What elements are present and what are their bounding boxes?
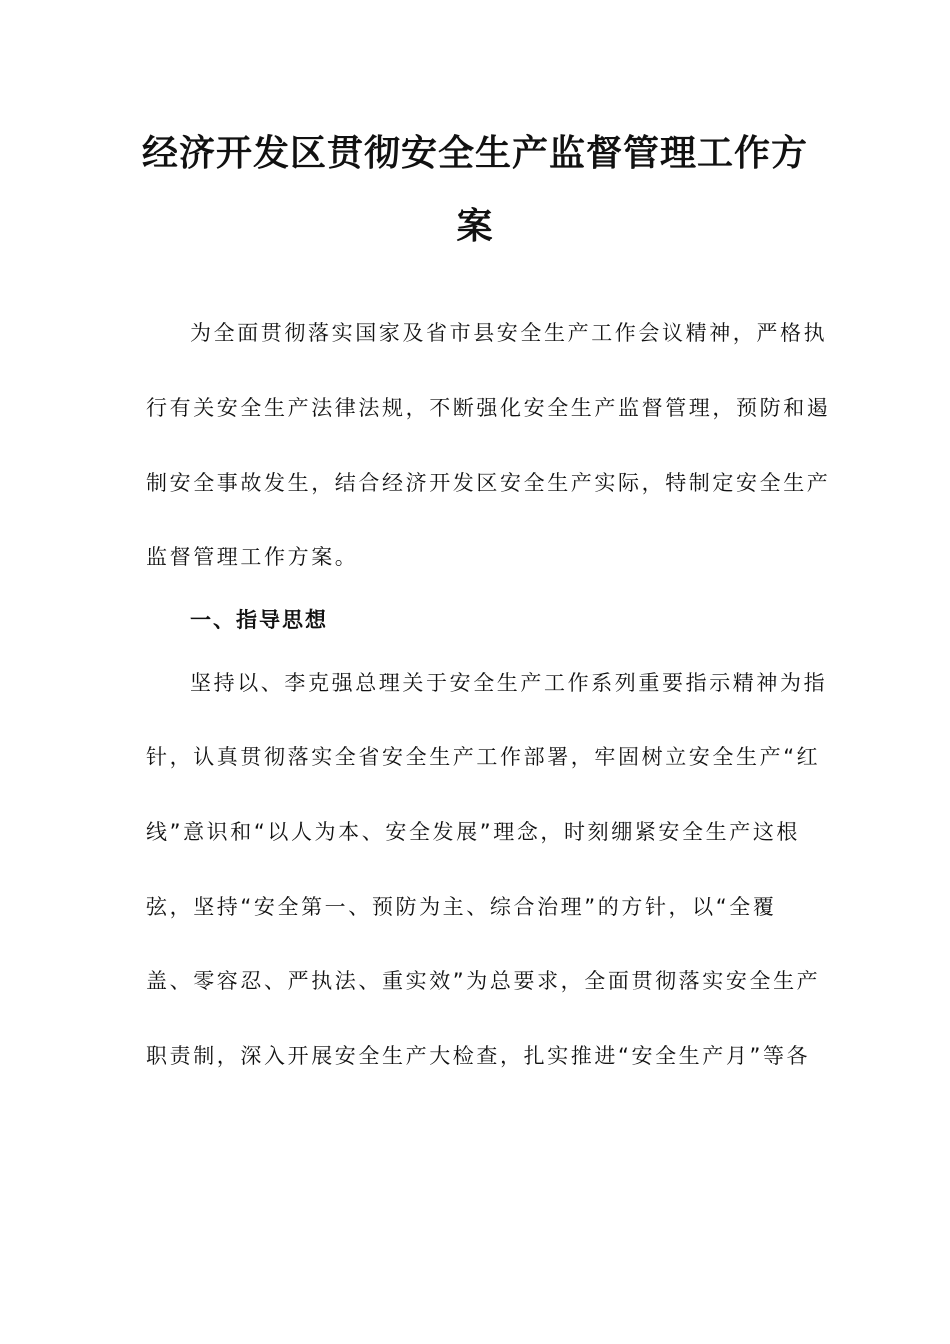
paragraph-line: 行有关安全生产法律法规，不断强化安全生产监督管理，预防和遏 xyxy=(146,396,831,420)
section-heading: 一、指导思想 xyxy=(190,608,328,632)
paragraph-line: 盖、零容忍、严执法、重实效”为总要求，全面贯彻落实安全生产 xyxy=(146,969,821,993)
paragraph-line: 坚持以、李克强总理关于安全生产工作系列重要指示精神为指 xyxy=(190,671,828,695)
paragraph-line: 弦，坚持“安全第一、预防为主、综合治理”的方针，以“全覆 xyxy=(146,895,777,919)
paragraph-line: 为全面贯彻落实国家及省市县安全生产工作会议精神，严格执 xyxy=(190,321,828,345)
paragraph-line: 针，认真贯彻落实全省安全生产工作部署，牢固树立安全生产“红 xyxy=(146,745,821,769)
document-title-line-2: 案 xyxy=(456,205,494,247)
paragraph-line: 制安全事故发生，结合经济开发区安全生产实际，特制定安全生产 xyxy=(146,471,831,495)
document-title-line-1: 经济开发区贯彻安全生产监督管理工作方 xyxy=(141,132,808,174)
paragraph-line: 监督管理工作方案。 xyxy=(146,545,359,569)
paragraph-line: 职责制，深入开展安全生产大检查，扎实推进“安全生产月”等各 xyxy=(146,1044,811,1068)
paragraph-line: 线”意识和“以人为本、安全发展”理念，时刻绷紧安全生产这根 xyxy=(146,820,801,844)
